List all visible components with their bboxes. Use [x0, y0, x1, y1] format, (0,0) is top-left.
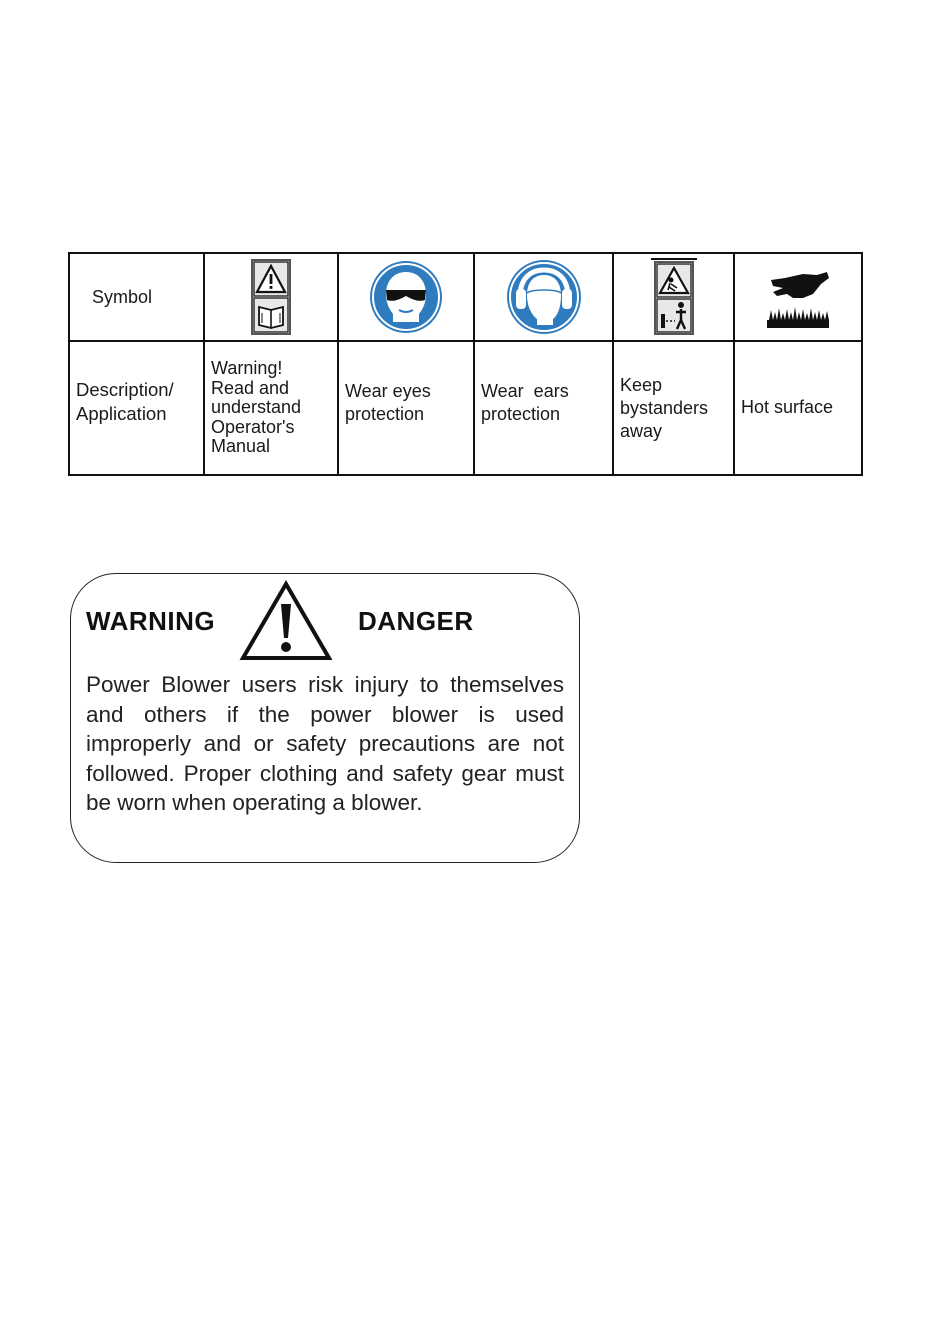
warning-read-manual-icon — [251, 259, 291, 335]
symbol-cell-ears — [474, 253, 613, 341]
symbol-cell-eyes — [338, 253, 474, 341]
description-hot: Hot surface — [734, 341, 862, 475]
description-manual: Warning! Read and understand Operator's Manual — [204, 341, 338, 475]
keep-bystanders-away-icon — [651, 258, 697, 336]
warning-triangle-icon — [239, 580, 333, 662]
ear-protection-icon — [506, 259, 582, 335]
safety-symbol-table — [68, 252, 863, 476]
danger-label: DANGER — [358, 606, 474, 636]
symbol-cell-bystanders — [613, 253, 734, 341]
description-row — [69, 341, 862, 475]
symbol-cell-manual — [204, 253, 338, 341]
description-eyes: Wear eyes protection — [338, 341, 474, 475]
description-bystanders: Keep bystanders away — [613, 341, 734, 475]
warning-danger-box — [70, 573, 580, 863]
description-ears: Wear ears protection — [474, 341, 613, 475]
warning-message: Power Blower users risk injury to themselves and others if the power blower is used improperly and or safety precautions are not followed. Proper clothing and safety gear must be worn when operating a blower. — [86, 672, 564, 816]
symbol-header: Symbol — [69, 253, 204, 341]
symbol-row — [69, 253, 862, 341]
description-header: Description/ Application — [69, 341, 204, 475]
warning-label: WARNING — [86, 606, 216, 636]
symbol-cell-hot — [734, 253, 862, 341]
hot-surface-icon — [763, 266, 833, 328]
eye-protection-icon — [369, 260, 443, 334]
